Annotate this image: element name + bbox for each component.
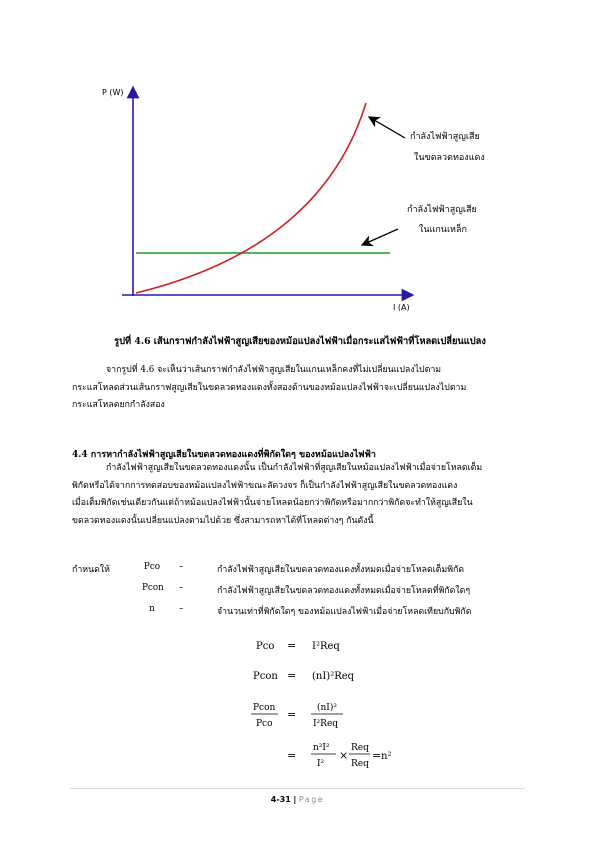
- footer-divider: [70, 788, 525, 789]
- eq4-times: ×: [339, 749, 349, 762]
- paragraph-2-line: กำลังไฟฟ้าสูญเสียในขดลวดทองแดงนั้น เป็นกำลังไฟฟ้าที่สูญเสียในหม้อแปลงไฟฟ้าเมื่อจ่ายโหลดเต็ม: [106, 463, 483, 473]
- eq3-lhs-numerator: Pcon: [253, 703, 276, 713]
- definition-row: [72, 562, 532, 583]
- footer-separator: |: [293, 795, 297, 804]
- definition-symbol: Pcon: [142, 583, 164, 593]
- definition-dash: –: [179, 583, 184, 593]
- loss-graph-figure: [0, 0, 595, 330]
- eq2-lhs: Pcon: [253, 671, 278, 682]
- paragraph-2: [72, 460, 527, 530]
- eq3-equals: =: [287, 708, 297, 721]
- eq3-lhs-denominator: Pco: [256, 719, 273, 729]
- y-axis-label: P (W): [102, 88, 124, 97]
- iron-loss-annotation-line2: ในแกนเหล็ก: [419, 225, 467, 235]
- paragraph-2-line: เมื่อเต็มพิกัดเช่นเดียวกันแต่ถ้าหม้อแปลงไฟฟ้านั้นจ่ายโหลดน้อยกว่าพิกัดหรือมากกว่าพิกัดจะทำให้สูญเสียใน: [72, 498, 473, 508]
- copper-loss-curve: [136, 103, 366, 293]
- eq2-equals: =: [287, 669, 297, 682]
- definitions-label: กำหนดให้: [72, 565, 110, 575]
- definition-description: จำนวนเท่าที่พิกัดใดๆ ของหม้อแปลงไฟฟ้าเมื่อจ่ายโหลดเทียบกับพิกัด: [217, 607, 472, 617]
- section-heading: 4.4 การหากำลังไฟฟ้าสูญเสียในขดลวดทองแดงที่พิกัดใดๆ ของหม้อแปลงไฟฟ้า: [72, 450, 376, 460]
- eq4-result: n²: [381, 751, 392, 762]
- definition-row: [72, 604, 532, 625]
- copper-loss-annotation-line1: กำลังไฟฟ้าสูญเสีย: [410, 132, 480, 142]
- eq1-equals: =: [287, 639, 297, 652]
- definition-description: กำลังไฟฟ้าสูญเสียในขดลวดทองแดงทั้งหมดเมื่อจ่ายโหลดเต็มพิกัด: [217, 565, 465, 575]
- iron-annotation-arrow: [362, 229, 398, 245]
- eq2-rhs: (nI)²Req: [312, 671, 355, 682]
- eq3-rhs-denominator: I²Req: [313, 719, 339, 729]
- eq1-rhs: I²Req: [312, 641, 340, 652]
- eq4-result-equals: =: [372, 749, 382, 762]
- eq1-lhs: Pco: [256, 641, 275, 652]
- definition-row: [72, 583, 532, 604]
- paragraph-1-line: จากรูปที่ 4.6 จะเห็นว่าเส้นกราฟกำลังไฟฟ้าสูญเสียในแกนเหล็กคงที่ไม่เปลี่ยนแปลงไปตาม: [106, 365, 442, 375]
- definition-symbol: n: [149, 604, 155, 614]
- paragraph-1: [72, 362, 527, 415]
- page-label: Page: [298, 795, 325, 804]
- eq4-a-numerator: n²I²: [313, 743, 330, 753]
- eq4-a-denominator: I²: [317, 759, 325, 769]
- eq4-equals: =: [287, 749, 297, 762]
- definition-description: กำลังไฟฟ้าสูญเสียในขดลวดทองแดงทั้งหมดเมื่อจ่ายโหลดที่พิกัดใดๆ: [217, 586, 471, 596]
- equations-block: [0, 628, 595, 778]
- copper-annotation-arrow: [369, 117, 405, 138]
- paragraph-1-line: กระแสโหลดยกกำลังสอง: [72, 400, 165, 410]
- definition-symbol: Pco: [143, 562, 161, 572]
- x-axis-label: I (A): [393, 303, 410, 312]
- paragraph-2-line: พิกัดหรือได้จากการทดสอบของหม้อแปลงไฟฟ้าขณะลัดวงจร ก็เป็นกำลังไฟฟ้าสูญเสียในขดลวดทองแดง: [72, 480, 458, 491]
- definition-dash: –: [179, 562, 184, 572]
- definitions-list: [72, 562, 532, 625]
- page-footer: [0, 795, 595, 804]
- eq3-rhs-numerator: (nI)²: [317, 703, 337, 713]
- page-number: 4-31: [270, 795, 291, 804]
- paragraph-1-line: กระแสโหลดส่วนเส้นกราฟสูญเสียในขดลวดทองแดงทั้งสองด้านของหม้อแปลงไฟฟ้าจะเปลี่ยนแปลงไปตาม: [72, 382, 467, 393]
- eq4-b-denominator: Req: [351, 759, 369, 769]
- definition-dash: –: [179, 604, 184, 614]
- iron-loss-annotation-line1: กำลังไฟฟ้าสูญเสีย: [407, 205, 477, 215]
- paragraph-2-line: ขดลวดทองแดงนั้นเปลี่ยนแปลงตามไปด้วย ซึ่งสามารถหาได้ที่โหลดต่างๆ กันดังนี้: [72, 515, 374, 526]
- eq4-b-numerator: Req: [351, 743, 369, 753]
- figure-caption: รูปที่ 4.6 เส้นกราฟกำลังไฟฟ้าสูญเสียของหม้อแปลงไฟฟ้าเมื่อกระแสไฟฟ้าที่โหลดเปลี่ยนแปลง: [114, 336, 486, 347]
- copper-loss-annotation-line2: ในขดลวดทองแดง: [414, 153, 485, 163]
